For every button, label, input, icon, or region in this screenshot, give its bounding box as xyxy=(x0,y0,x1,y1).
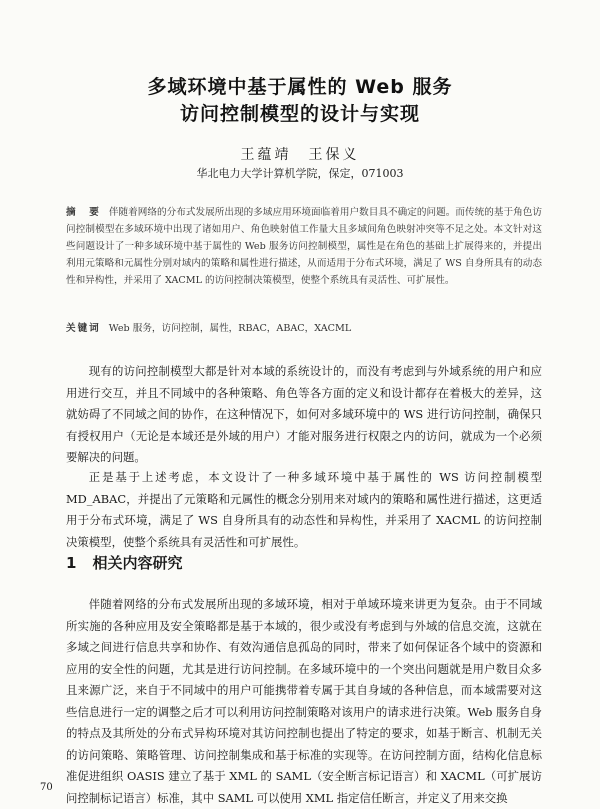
abstract xyxy=(66,204,542,289)
paper-title-line1: 多域环境中基于属性的 Web 服务 xyxy=(147,76,453,98)
section-title: 相关内容研究 xyxy=(92,554,183,572)
keywords-label: 关键词 xyxy=(66,323,101,334)
keywords xyxy=(66,320,542,337)
keywords-text: Web 服务，访问控制，属性，RBAC，ABAC，XACML xyxy=(108,323,352,334)
intro-paragraph-1: 现有的访问控制模型大都是针对本域的系统设计的，而没有考虑到与外域系统的用户和应用进行交互，并且不同域中的各种策略、角色等各方面的定义和设计都存在着极大的差异，这就妨碍了不同域之间的协作，在这种情况下，如何对多域环境中的 WS 进行访问控制，确保只有授权用户（无论是本域还是外域的用户）才能对服务进行权限之内的访问，就成为一个必须要解决的问题。 xyxy=(66,364,542,464)
abstract-text: 伴随着网络的分布式发展所出现的多域应用环境面临着用户数目具不确定的问题。而传统的基于角色访问控制模型在多域环境中出现了诸如用户、角色映射值工作量大且多域间角色映射冲突等不足之处。本文针对这些问题设计了一种多域环境中基于属性的 Web 服务访问控制模型，属性是在角色的基础上扩展得来的，并提出利用元策略和元属性分别对域内的策略和属性进行描述，从而适用于分布式环境，满足了 WS 自身所具有的动态性和异构性，并采用了 XACML 的访问控制决策模型，使整个系统具有灵活性、可扩展性。 xyxy=(66,207,543,286)
page-number: 70 xyxy=(40,782,53,793)
section-heading xyxy=(66,552,182,573)
intro-paragraph-2: 正是基于上述考虑，本文设计了一种多域环境中基于属性的 WS 访问控制模型 MD_ABAC，并提出了元策略和元属性的概念分别用来对域内的策略和属性进行描述，这更适用于分布式环境，满足了 WS 自身所具有的动态性和异构性，并采用了 XACML 的访问控制决策模型，使整个系统具有灵活性和可扩展性。 xyxy=(66,470,542,549)
section-paragraph-1: 伴随着网络的分布式发展所出现的多域环境，相对于单域环境来讲更为复杂。由于不同域所实施的各种应用及安全策略都是基于本域的，很少或没有考虑到与外域的信息交流，这就在多域之间进行信息共享和协作、有效沟通信息孤岛的同时，带来了如何保证各个域中的资源和应用的安全性的问题，尤其是进行访问控制。在多域环境中的一个突出问题就是用户数目众多且来源广泛，来自于不同域中的用户可能携带着专属于其自身域的各种信息，而本域需要对这些信息进行一定的调整之后才可以利用访问控制策略对该用户的请求进行决策。Web 服务自身的特点及其所处的分布式异构环境对其访问控制也提出了特定的要求，如基于断言、机制无关的访问策略、策略管理、访问控制集成和基于标准的实现等。在访问控制方面，结构化信息标准促进组织 OASIS 建立了基于 XML 的 SAML（安全断言标记语言）和 XACML（可扩展访问控制标记语言）标准，其中 SAML 可以使用 XML 指定信任断言，并定义了用来交换 xyxy=(66,597,542,805)
paper-title-line2: 访问控制模型的设计与实现 xyxy=(179,103,420,125)
authors: 王蕴靖 王保义 xyxy=(240,147,360,163)
abstract-label: 摘 要 xyxy=(66,207,101,218)
section-number: 1 xyxy=(66,554,77,572)
affiliation: 华北电力大学计算机学院，保定，071003 xyxy=(196,167,404,180)
